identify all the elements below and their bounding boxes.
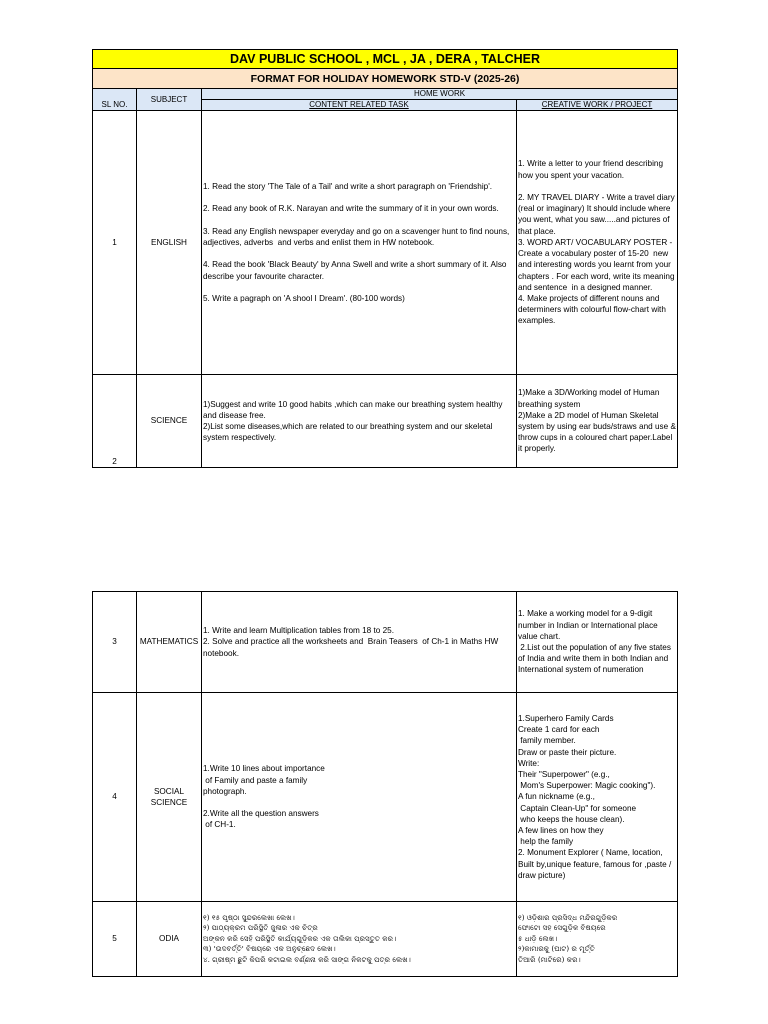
row-content-task: 1)Suggest and write 10 good habits ,which can make our breathing system healthy and disease free. 2)List some diseases,which are related to our breathing system and our skeletal system respectively. bbox=[202, 375, 517, 468]
row-content-task: 1.Write 10 lines about importance of Family and paste a family photograph. 2.Write all the question answers of CH-1. bbox=[202, 693, 517, 902]
col-header-slno: SL NO. bbox=[93, 89, 137, 111]
row-creative-work: 1. Write a letter to your friend describing how you spent your vacation. 2. MY TRAVEL DIARY - Write a travel diary (real or imaginary) It should include where you went, what you saw.....and pictures of that place. 3. WORD ART/ VOCABULARY POSTER - Create a vocabulary poster of 15-20 new and interesting words you learnt from your chapters . For each word, write its meaning and sentence in a designed manner. 4. Make projects of different nouns and determiners with colourful flow-chart with examples. bbox=[517, 111, 678, 375]
homework-table-top bbox=[92, 49, 678, 468]
table-row bbox=[93, 592, 678, 693]
row-content-task: ୧) ୧୫ ପୃଷ୍ଠା ସୁନ୍ଦରଲେଖା ଲେଖ। ୨) ପାଠ୍ୟକ୍ରମ ପରିସ୍ଥିତି ଜୁଳାର ଏକ ଚିତ୍ର ଅଙ୍କନ କରି ସେହି ପରିସ୍ଥିତି କାର୍ଯ୍ୟଗୁଡ଼ିକର ଏକ ତାଲିକା ପ୍ରସ୍ତୁତ କର। ୩) 'ଉଦବର୍ତ୍ତି' ବିଷୟରେ ଏକ ଅନୁଚ୍ଛେଦ ଲେଖ। ୪. ଗ୍ରୀଷ୍ମ ଛୁଟି କିପରି କଟାଇଲ ବର୍ଣ୍ଣନା କରି ସାଙ୍ଗ ନିକଟକୁ ପତ୍ର ଲେଖ। bbox=[202, 902, 517, 977]
row-sl-number: 3 bbox=[93, 592, 137, 693]
row-creative-work: 1)Make a 3D/Working model of Human breathing system 2)Make a 2D model of Human Skeletal system by using ear buds/straws and use & throw cups in a coloured chart paper.Label it properly. bbox=[517, 375, 678, 468]
row-sl-number: 4 bbox=[93, 693, 137, 902]
school-title: DAV PUBLIC SCHOOL , MCL , JA , DERA , TALCHER bbox=[93, 50, 678, 69]
table-row bbox=[93, 111, 678, 375]
col-header-content: CONTENT RELATED TASK bbox=[202, 100, 517, 111]
table-row bbox=[93, 902, 678, 977]
row-subject: SOCIAL SCIENCE bbox=[137, 693, 202, 902]
table-row bbox=[93, 693, 678, 902]
row-subject: ODIA bbox=[137, 902, 202, 977]
homework-table-bottom bbox=[92, 591, 678, 977]
row-creative-work: ୧) ଓଡ଼ିଶାର ପ୍ରସିଦ୍ଧ ମନ୍ଦିରଗୁଡ଼ିକର ଫୋଟୋ ସହ ସେଗୁଡ଼ିକ ବିଷୟରେ ୫ ଧାଡ଼ି ଲେଖ। ୨)କାମାରକୁ (ଘାଟ) ର ମୂର୍ତ୍ତି ତିଆରି (ମାଟିରେ) କର। bbox=[517, 902, 678, 977]
row-content-task: 1. Write and learn Multiplication tables from 18 to 25. 2. Solve and practice all the worksheets and Brain Teasers of Ch-1 in Maths HW notebook. bbox=[202, 592, 517, 693]
row-subject: SCIENCE bbox=[137, 375, 202, 468]
table-row bbox=[93, 375, 678, 468]
row-subject: ENGLISH bbox=[137, 111, 202, 375]
col-header-homework: HOME WORK bbox=[202, 89, 678, 100]
row-content-task: 1. Read the story 'The Tale of a Tail' and write a short paragraph on 'Friendship'. 2. Read any book of R.K. Narayan and write the summary of it in your own words. 3. Read any English newspaper everyday and go on a scavenger hunt to find nouns, adjectives, adverbs and verbs and enlist them in HW notebook. 4. Read the book 'Black Beauty' by Anna Swell and write a short summary of it. Also describe your favourite character. 5. Write a pagraph on 'A shool I Dream'. (80-100 words) bbox=[202, 111, 517, 375]
format-title: FORMAT FOR HOLIDAY HOMEWORK STD-V (2025-26) bbox=[93, 69, 678, 89]
row-creative-work: 1.Superhero Family Cards Create 1 card for each family member. Draw or paste their picture. Write: Their "Superpower" (e.g., Mom's Superpower: Magic cooking"). A fun nickname (e.g., Captain Clean-Up" for someone who keeps the house clean). A few lines on how they help the family 2. Monument Explorer ( Name, location, Built by,unique feature, famous for ,paste / draw picture) bbox=[517, 693, 678, 902]
col-header-subject: SUBJECT bbox=[137, 89, 202, 111]
row-subject: MATHEMATICS bbox=[137, 592, 202, 693]
row-sl-number: 1 bbox=[93, 111, 137, 375]
row-creative-work: 1. Make a working model for a 9-digit number in Indian or International place value chart. 2.List out the population of any five states of India and write them in both Indian and International system of numeration bbox=[517, 592, 678, 693]
col-header-creative: CREATIVE WORK / PROJECT bbox=[517, 100, 678, 111]
row-sl-number: 2 bbox=[93, 375, 137, 468]
row-sl-number: 5 bbox=[93, 902, 137, 977]
